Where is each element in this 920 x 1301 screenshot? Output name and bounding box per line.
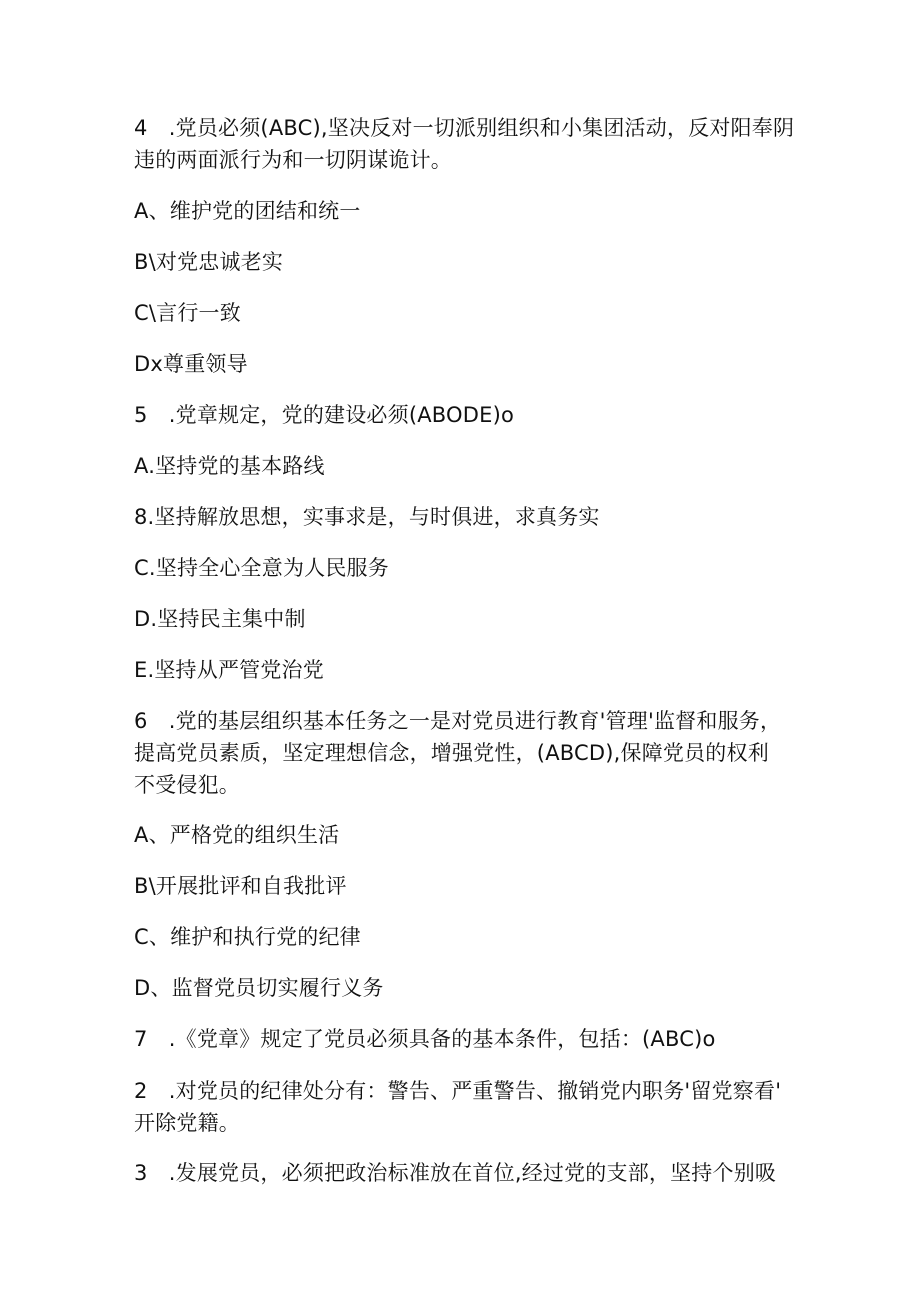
q5-option-a: A.坚持党的基本路线 xyxy=(134,454,325,478)
q4-option-d: Dx尊重领导 xyxy=(134,352,248,376)
q2-stem-line-1: 2 .对党员的纪律处分有：警告、严重警告、撤销党内职务'留党察看' xyxy=(134,1079,782,1103)
q5-option-b: 8.坚持解放思想，实事求是，与时俱进，求真务实 xyxy=(134,505,600,529)
q7-stem: 7 .《党章》规定了党员必须具备的基本条件，包括：(ABC)o xyxy=(134,1027,716,1051)
q5-option-d: D.坚持民主集中制 xyxy=(134,607,306,631)
q6-stem-line-3: 不受侵犯。 xyxy=(134,773,240,797)
q4-stem-line-2: 违的两面派行为和一切阴谋诡计。 xyxy=(134,148,452,172)
q4-option-c: C\言行一致 xyxy=(134,301,241,325)
q6-option-a: A、严格党的组织生活 xyxy=(134,823,340,847)
q3-stem-line-1: 3 .发展党员，必须把政治标准放在首位,经过党的支部，坚持个别吸 xyxy=(134,1161,777,1185)
q4-option-a: A、维护党的团结和统一 xyxy=(134,199,361,223)
q5-stem: 5 .党章规定，党的建设必须(ABODE)o xyxy=(134,403,515,427)
q4-option-b: B\对党忠诚老实 xyxy=(134,250,284,274)
q6-stem-line-2: 提高党员素质，坚定理想信念，增强党性，(ABCD),保障党员的权利 xyxy=(134,741,769,765)
q2-stem-line-2: 开除党籍。 xyxy=(134,1111,240,1135)
q6-option-c: C、维护和执行党的纪律 xyxy=(134,925,361,949)
q6-option-b: B\开展批评和自我批评 xyxy=(134,874,347,898)
q6-option-d: D、监督党员切实履行义务 xyxy=(134,976,384,1000)
q5-option-c: C.坚持全心全意为人民服务 xyxy=(134,556,389,580)
q6-stem-line-1: 6 .党的基层组织基本任务之一是对党员进行教育'管理'监督和服务， xyxy=(134,709,782,733)
q4-stem-line-1: 4 .党员必须(ABC),坚决反对一切派别组织和小集团活动，反对阳奉阴 xyxy=(134,116,795,140)
q5-option-e: E.坚持从严管党治党 xyxy=(134,658,324,682)
